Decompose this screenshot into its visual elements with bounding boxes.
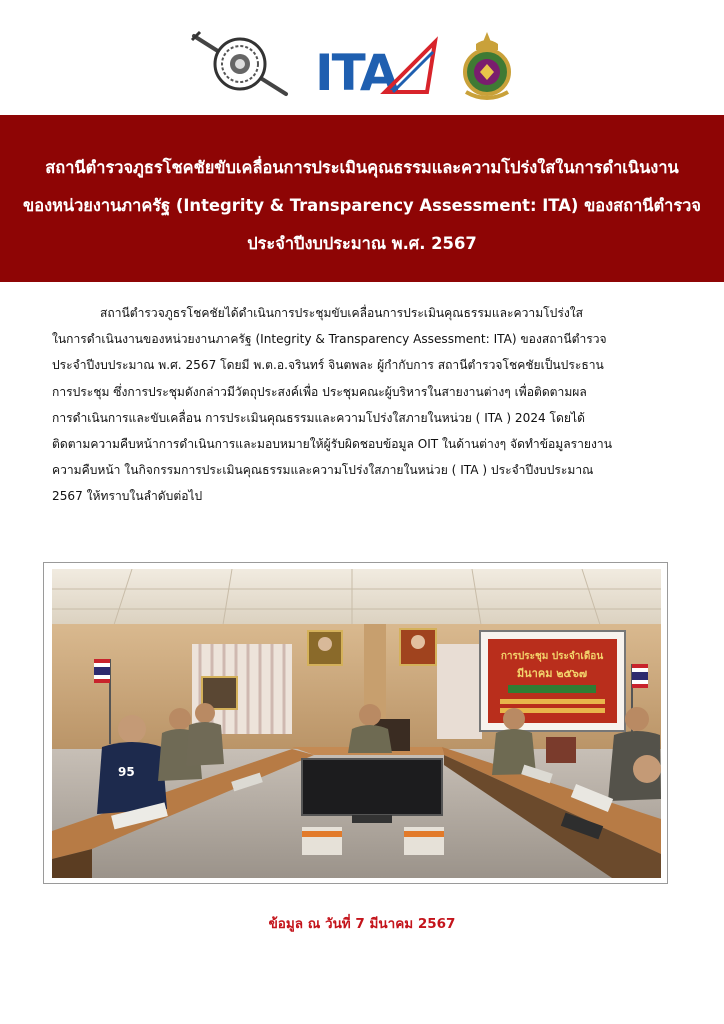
meeting-photo: [52, 569, 661, 878]
screen-subtitle: มีนาคม ๒๕๖๗: [516, 667, 588, 680]
ita-logo: [315, 30, 440, 100]
title-banner: [0, 115, 724, 282]
date-caption: ข้อมูล ณ วันที่ 7 มีนาคม 2567: [268, 916, 456, 932]
body-line: ความคืบหน้า ในกิจกรรมการประเมินคุณธรรมและความโปร่งใสภายในหน่วย ( ITA ) ประจำปีงบประมาณ: [52, 463, 594, 478]
screen-title: การประชุม ประจำเดือน: [500, 651, 604, 662]
body-line: ในการดำเนินงานของหน่วยงานภาครัฐ (Integrity & Transparency Assessment: ITA) ของสถานีตำรวจ: [52, 332, 607, 347]
shirt-number: 95: [118, 765, 135, 779]
banner-title-line: สถานีตำรวจภูธรโชคชัยขับเคลื่อนการประเมินคุณธรรมและความโปร่งใสในการดำเนินงาน: [45, 158, 679, 177]
body-line: สถานีตำรวจภูธรโชคชัยได้ดำเนินการประชุมขับเคลื่อนการประเมินคุณธรรมและความโปร่งใส: [100, 306, 584, 320]
banner-title-line: ประจำปีงบประมาณ พ.ศ. 2567: [247, 234, 477, 253]
logo-row: [0, 30, 724, 104]
royal-thai-police-emblem-icon: [458, 30, 516, 102]
body-line: การดำเนินการและขับเคลื่อน การประเมินคุณธรรมและความโปร่งใสภายในหน่วย ( ITA ) 2024 โดยได้: [52, 410, 585, 425]
body-line: ติดตามความคืบหน้าการดำเนินการและมอบหมายให้ผู้รับผิดชอบข้อมูล OIT ในด้านต่างๆ จัดทำข้อมูลรายงาน: [52, 437, 612, 452]
body-paragraph: [52, 300, 676, 510]
banner-title-line: ของหน่วยงานภาครัฐ (Integrity & Transparency Assessment: ITA) ของสถานีตำรวจ: [23, 196, 701, 215]
body-line: การประชุม ซึ่งการประชุมดังกล่าวมีวัตถุประสงค์เพื่อ ประชุมคณะผู้บริหารในสายงานต่างๆ เพื่อติดตามผล: [52, 384, 587, 399]
body-line: 2567 ให้ทราบในลำดับต่อไป: [52, 489, 203, 504]
meeting-photo-frame: [43, 562, 668, 884]
body-line: ประจำปีงบประมาณ พ.ศ. 2567 โดยมี พ.ต.อ.จรินทร์ จินตพละ ผู้กำกับการ สถานีตำรวจโชคชัยเป็นประธาน: [52, 358, 604, 373]
ita-logo-text: ITA: [315, 44, 397, 100]
police-emblem-icon: [190, 30, 290, 98]
